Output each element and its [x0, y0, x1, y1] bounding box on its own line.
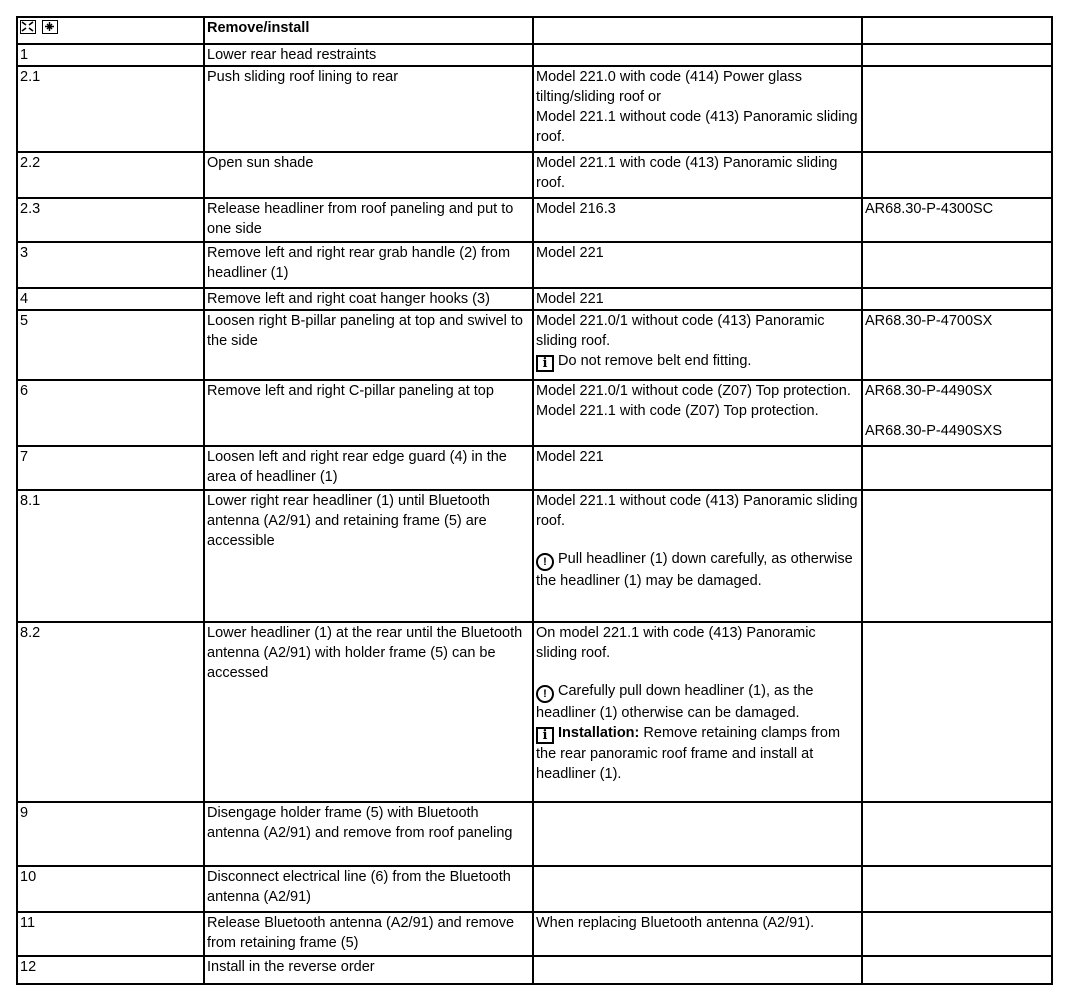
- note-body: On model 221.1 with code (413) Panoramic sliding roof.: [536, 625, 816, 661]
- step-notes: [533, 380, 862, 446]
- note-body: Model 221: [536, 245, 604, 261]
- step-notes: [533, 912, 862, 956]
- step-number: 4: [17, 288, 204, 310]
- table-row: [17, 242, 1052, 288]
- reference-cell: [862, 288, 1052, 310]
- reference-doc-link[interactable]: AR68.30-P-4700SX: [865, 313, 993, 329]
- note-text: [536, 107, 859, 147]
- reference-cell: [862, 242, 1052, 288]
- reference-cell: [862, 956, 1052, 984]
- reference-cell: [862, 446, 1052, 490]
- reference-cell: [862, 152, 1052, 198]
- note-body: Do not remove belt end fitting.: [558, 353, 752, 369]
- step-number: 2.2: [17, 152, 204, 198]
- note-text: [536, 381, 859, 401]
- reference-cell: [862, 866, 1052, 912]
- note-body: Model 221.0/1 without code (413) Panoramic sliding roof.: [536, 313, 825, 349]
- step-number: 2.1: [17, 66, 204, 152]
- step-action: Push sliding roof lining to rear: [204, 66, 533, 152]
- note-body: Model 221.0 with code (414) Power glass tilting/sliding roof or: [536, 69, 802, 105]
- step-number: 2.3: [17, 198, 204, 242]
- note-spacer: [536, 531, 859, 549]
- step-notes: [533, 866, 862, 912]
- note-body: Model 221: [536, 291, 604, 307]
- step-action: Lower rear head restraints: [204, 44, 533, 66]
- step-action: Remove left and right C-pillar paneling at top: [204, 380, 533, 446]
- note-text: [536, 447, 859, 467]
- table-row: [17, 310, 1052, 380]
- note-text: [536, 199, 859, 219]
- header-title: Remove/install: [204, 17, 533, 44]
- caution-icon: !: [536, 553, 554, 571]
- step-action: Remove left and right coat hanger hooks (3): [204, 288, 533, 310]
- table-row: [17, 66, 1052, 152]
- note-text: [536, 67, 859, 107]
- step-action: Release Bluetooth antenna (A2/91) and remove from retaining frame (5): [204, 912, 533, 956]
- note-body: Pull headliner (1) down carefully, as otherwise the headliner (1) may be damaged.: [536, 551, 853, 589]
- header-empty-cell: [533, 17, 862, 44]
- step-action: Release headliner from roof paneling and put to one side: [204, 198, 533, 242]
- step-number: 1: [17, 44, 204, 66]
- install-arrows-icon: [42, 20, 58, 34]
- step-number: 6: [17, 380, 204, 446]
- reference-doc-link[interactable]: AR68.30-P-4490SXS: [865, 423, 1003, 439]
- note-text: [536, 401, 859, 421]
- step-notes: [533, 198, 862, 242]
- info-icon: i: [536, 355, 554, 372]
- note-body: Model 221.0/1 without code (Z07) Top protection.: [536, 383, 851, 399]
- table-row: [17, 198, 1052, 242]
- remove-arrows-icon: [20, 20, 36, 34]
- step-action: Disengage holder frame (5) with Bluetooth antenna (A2/91) and remove from roof paneling: [204, 802, 533, 866]
- note-label: Installation:: [558, 725, 640, 741]
- info-icon: i: [536, 727, 554, 744]
- reference-cell: [862, 310, 1052, 380]
- header-row: [17, 17, 1052, 44]
- step-notes: [533, 802, 862, 866]
- table-row: [17, 956, 1052, 984]
- note-body: Model 221: [536, 449, 604, 465]
- header-empty-cell: [862, 17, 1052, 44]
- table-row: [17, 912, 1052, 956]
- caution-icon: !: [536, 685, 554, 703]
- step-number: 9: [17, 802, 204, 866]
- table-row: [17, 802, 1052, 866]
- step-action: Loosen left and right rear edge guard (4) in the area of headliner (1): [204, 446, 533, 490]
- reference-cell: [862, 912, 1052, 956]
- step-notes: [533, 310, 862, 380]
- table-row: [17, 866, 1052, 912]
- info-note: [536, 351, 859, 372]
- reference-cell: [862, 66, 1052, 152]
- table-row: [17, 152, 1052, 198]
- step-notes: [533, 66, 862, 152]
- note-body: Carefully pull down headliner (1), as the headliner (1) otherwise can be damaged.: [536, 683, 814, 721]
- step-action: Loosen right B-pillar paneling at top and swivel to the side: [204, 310, 533, 380]
- info-note: [536, 723, 859, 784]
- note-text: [536, 913, 859, 933]
- reference-cell: [862, 44, 1052, 66]
- step-notes: [533, 288, 862, 310]
- step-notes: [533, 446, 862, 490]
- note-body: Remove retaining clamps from the rear panoramic roof frame and install at headliner (1).: [536, 725, 841, 782]
- step-number: 12: [17, 956, 204, 984]
- step-action: Remove left and right rear grab handle (2) from headliner (1): [204, 242, 533, 288]
- step-number: 8.1: [17, 490, 204, 622]
- note-text: [536, 153, 859, 193]
- step-notes: [533, 242, 862, 288]
- step-number: 8.2: [17, 622, 204, 802]
- step-number: 3: [17, 242, 204, 288]
- note-text: [536, 243, 859, 263]
- note-body: Model 221.1 without code (413) Panoramic sliding roof.: [536, 109, 858, 145]
- note-body: Model 221.1 with code (413) Panoramic sliding roof.: [536, 155, 838, 191]
- note-body: When replacing Bluetooth antenna (A2/91).: [536, 915, 815, 931]
- caution-note: [536, 549, 859, 591]
- table-row: [17, 622, 1052, 802]
- step-action: Lower headliner (1) at the rear until the Bluetooth antenna (A2/91) with holder frame (5) can be accessed: [204, 622, 533, 802]
- note-text: [536, 623, 859, 663]
- note-text: [536, 289, 859, 309]
- step-notes: [533, 44, 862, 66]
- step-number: 5: [17, 310, 204, 380]
- note-spacer: [536, 663, 859, 681]
- reference-cell: [862, 490, 1052, 622]
- reference-cell: [862, 198, 1052, 242]
- reference-doc-link[interactable]: AR68.30-P-4300SC: [865, 201, 994, 217]
- table-row: [17, 44, 1052, 66]
- step-notes: [533, 152, 862, 198]
- table-row: [17, 446, 1052, 490]
- note-body: Model 216.3: [536, 201, 616, 217]
- reference-doc-link[interactable]: AR68.30-P-4490SX: [865, 383, 993, 399]
- table-row: [17, 380, 1052, 446]
- procedure-table: [16, 16, 1053, 985]
- step-action: Lower right rear headliner (1) until Bluetooth antenna (A2/91) and retaining frame (5) are accessible: [204, 490, 533, 622]
- step-action: Disconnect electrical line (6) from the Bluetooth antenna (A2/91): [204, 866, 533, 912]
- step-notes: [533, 956, 862, 984]
- step-action: Install in the reverse order: [204, 956, 533, 984]
- step-number: 7: [17, 446, 204, 490]
- reference-cell: [862, 380, 1052, 446]
- step-action: Open sun shade: [204, 152, 533, 198]
- step-number: 10: [17, 866, 204, 912]
- note-text: [536, 311, 859, 351]
- note-body: Model 221.1 without code (413) Panoramic sliding roof.: [536, 493, 858, 529]
- table-row: [17, 288, 1052, 310]
- step-notes: [533, 490, 862, 622]
- table-row: [17, 490, 1052, 622]
- step-number: 11: [17, 912, 204, 956]
- reference-cell: [862, 622, 1052, 802]
- step-notes: [533, 622, 862, 802]
- caution-note: [536, 681, 859, 723]
- header-icons-cell: [17, 17, 204, 44]
- reference-cell: [862, 802, 1052, 866]
- note-text: [536, 491, 859, 531]
- note-body: Model 221.1 with code (Z07) Top protection.: [536, 403, 819, 419]
